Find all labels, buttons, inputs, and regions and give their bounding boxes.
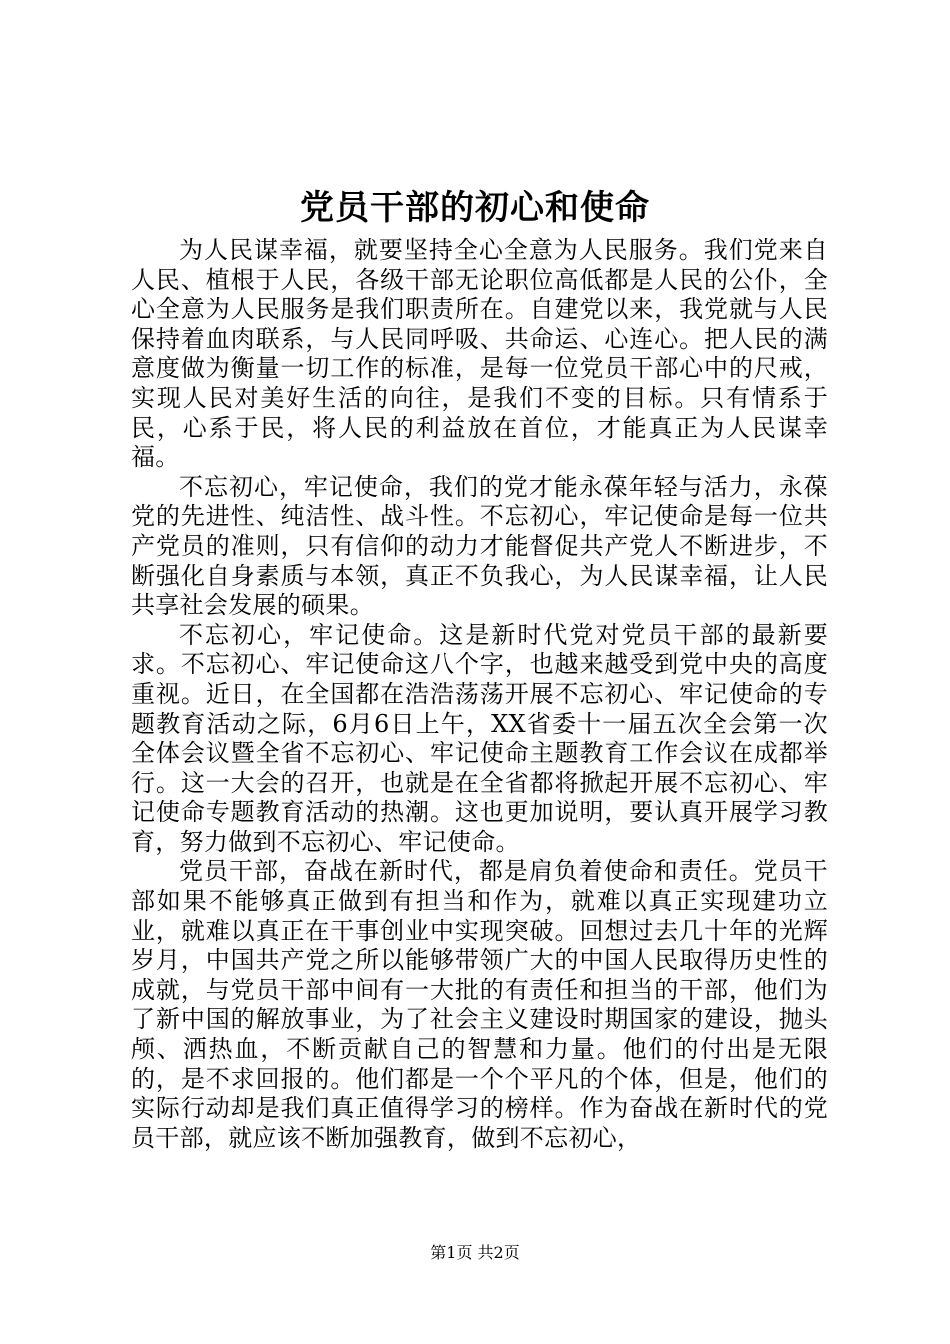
paragraph-3: 不忘初心，牢记使命。这是新时代党对党员干部的最新要求。不忘初心、牢记使命这八个字，也越来越受到党中央的高度重视。近日，在全国都在浩浩荡荡开展不忘初心、牢记使命的专题教育活动之际，6月6日上午，XX省委十一届五次全会第一次全体会议暨全省不忘初心、牢记使命主题教育工作会议在成都举行。这一大会的召开，也就是在全省都将掀起开展不忘初心、牢记使命专题教育活动的热潮。这也更加说明，要认真开展学习教育，努力做到不忘初心、牢记使命。 bbox=[131, 620, 828, 856]
document-title: 党员干部的初心和使命 bbox=[300, 188, 650, 228]
paragraph-4: 党员干部，奋战在新时代，都是肩负着使命和责任。党员干部如果不能够真正做到有担当和作为，就难以真正实现建功立业，就难以真正在干事创业中实现突破。回想过去几十年的光辉岁月，中国共产党之所以能够带领广大的中国人民取得历史性的成就，与党员干部中间有一大批的有责任和担当的干部，他们为了新中国的解放事业，为了社会主义建设时期国家的建设，抛头颅、洒热血，不断贡献自己的智慧和力量。他们的付出是无限的，是不求回报的。他们都是一个个平凡的个体，但是，他们的实际行动却是我们真正值得学习的榜样。作为奋战在新时代的党员干部，就应该不断加强教育，做到不忘初心， bbox=[131, 857, 828, 1152]
page-footer: 第1页 共2页 bbox=[430, 1243, 520, 1262]
paragraph-2: 不忘初心，牢记使命，我们的党才能永葆年轻与活力，永葆党的先进性、纯洁性、战斗性。不忘初心，牢记使命是每一位共产党员的准则，只有信仰的动力才能督促共产党人不断进步，不断强化自身素质与本领，真正不负我心，为人民谋幸福，让人民共享社会发展的硕果。 bbox=[131, 472, 828, 620]
paragraph-1: 为人民谋幸福，就要坚持全心全意为人民服务。我们党来自人民、植根于人民，各级干部无论职位高低都是人民的公仆，全心全意为人民服务是我们职责所在。自建党以来，我党就与人民保持着血肉联系，与人民同呼吸、共命运、心连心。把人民的满意度做为衡量一切工作的标准，是每一位党员干部心中的尺戒，实现人民对美好生活的向往，是我们不变的目标。只有情系于民，心系于民，将人民的利益放在首位，才能真正为人民谋幸福。 bbox=[131, 236, 828, 472]
document-body bbox=[131, 236, 828, 1153]
